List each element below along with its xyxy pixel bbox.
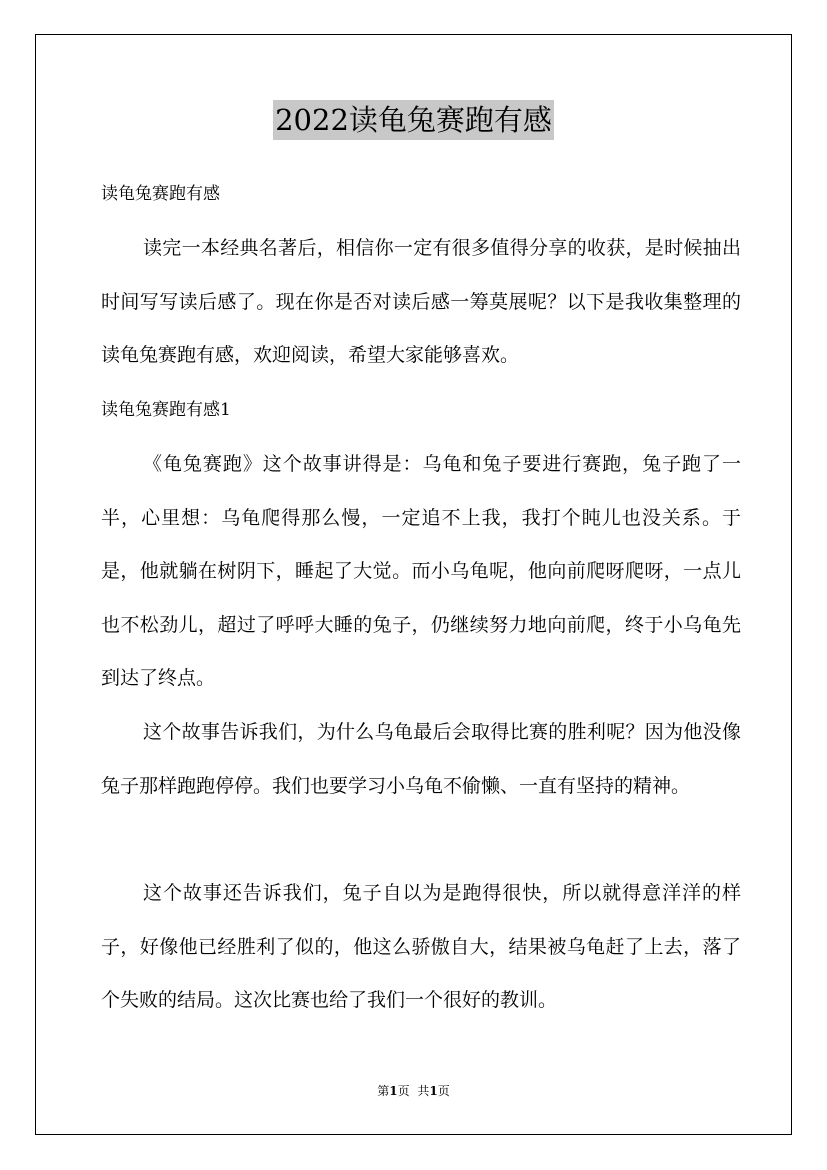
page-footer bbox=[0, 1083, 827, 1099]
page-label-suffix: 页 bbox=[397, 1084, 410, 1098]
document-title: 2022读龟兔赛跑有感 bbox=[273, 100, 554, 140]
intro-heading: 读龟兔赛跑有感 bbox=[101, 184, 220, 204]
total-label-prefix: 共 bbox=[417, 1084, 430, 1098]
section-heading-1: 读龟兔赛跑有感1 bbox=[101, 400, 231, 420]
page-number: 1 bbox=[389, 1084, 398, 1098]
title-container bbox=[0, 100, 827, 140]
page-label-prefix: 第 bbox=[377, 1084, 390, 1098]
lesson-paragraph-1: 这个故事告诉我们，为什么乌龟最后会取得比赛的胜利呢？因为他没像兔子那样跑跑停停。我们也要学习小乌龟不偷懒、一直有坚持的精神。 bbox=[101, 721, 741, 797]
story-paragraph: 《龟兔赛跑》这个故事讲得是：乌龟和兔子要进行赛跑，兔子跑了一半，心里想：乌龟爬得那么慢，一定追不上我，我打个盹儿也没关系。于是，他就躺在树阴下，睡起了大觉。而小乌龟呢，他向前爬呀爬呀，一点儿也不松劲儿，超过了呼呼大睡的兔子，仍继续努力地向前爬，终于小乌龟先到达了终点。 bbox=[101, 453, 741, 689]
intro-paragraph: 读完一本经典名著后，相信你一定有很多值得分享的收获，是时候抽出时间写写读后感了。现在你是否对读后感一筹莫展呢？以下是我收集整理的读龟兔赛跑有感，欢迎阅读，希望大家能够喜欢。 bbox=[101, 237, 741, 366]
page-total: 1 bbox=[429, 1084, 438, 1098]
total-label-suffix: 页 bbox=[437, 1084, 450, 1098]
lesson-paragraph-2: 这个故事还告诉我们，兔子自以为是跑得很快，所以就得意洋洋的样子，好像他已经胜利了似的，他这么骄傲自大，结果被乌龟赶了上去，落了个失败的结局。这次比赛也给了我们一个很好的教训。 bbox=[101, 882, 741, 1011]
